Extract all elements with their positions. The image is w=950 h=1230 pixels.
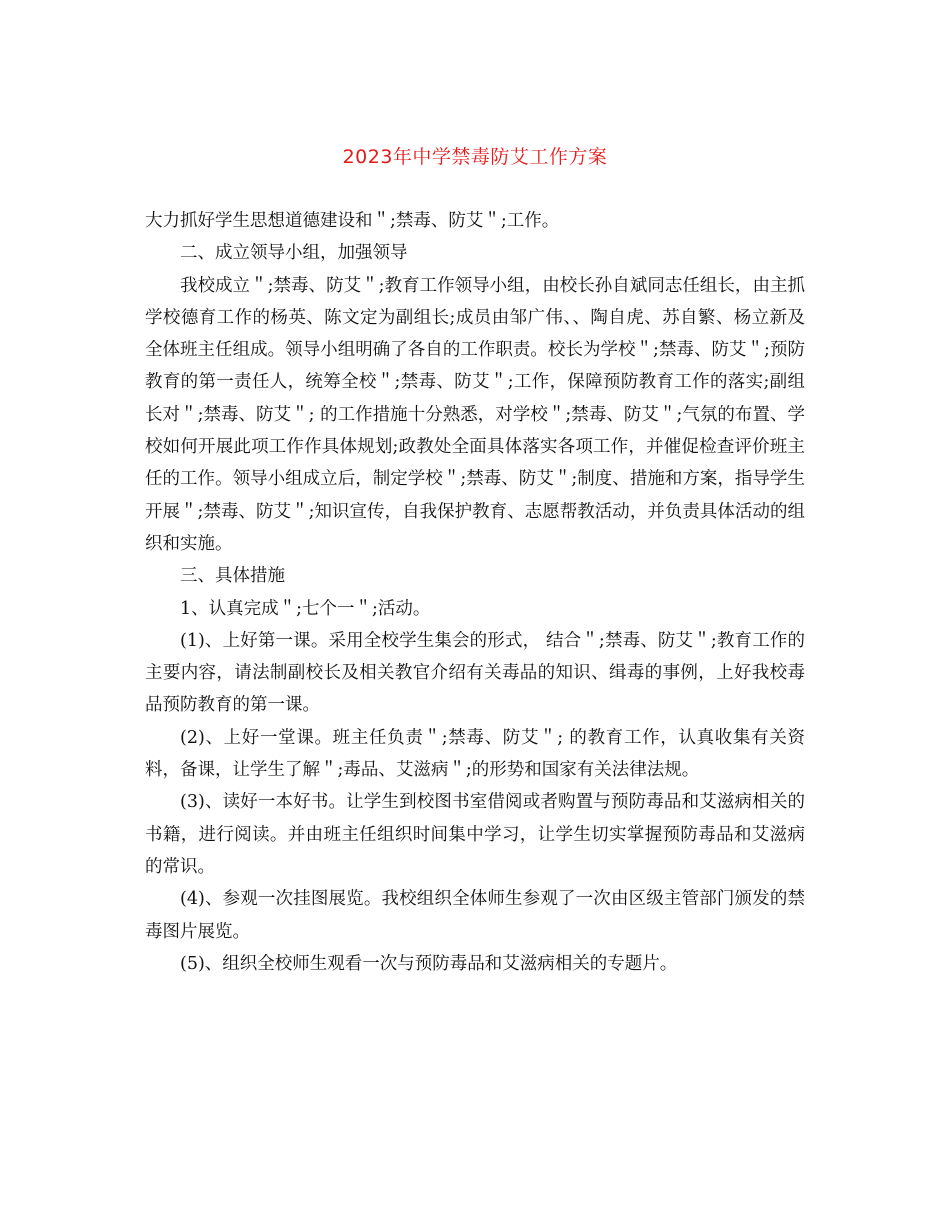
paragraph-item-3: (3)、读好一本好书。让学生到校图书室借阅或者购置与预防毒品和艾滋病相关的书籍，进行阅读。并由班主任组织时间集中学习，让学生切实掌握预防毒品和艾滋病的常识。 [145, 792, 805, 877]
paragraph-leadership-group: 我校成立＂;禁毒、防艾＂;教育工作领导小组，由校长孙自斌同志任组长，由主抓学校德育工作的杨英、陈文定为副组长;成员由邹广伟、、陶自虎、苏自繁、杨立新及全体班主任组成。领导小组明确了各自的工作职责。校长为学校＂;禁毒、防艾＂;预防教育的第一责任人，统筹全校＂;禁毒、防艾＂;工作，保障预防教育工作的落实;副组长对＂;禁毒、防艾＂; 的工作措施十分熟悉，对学校＂;禁毒、防艾＂;气氛的布置、学校如何开展此项工作作具体规划;政教处全面具体落实各项工作，并催促检查评价班主任的工作。领导小组成立后，制定学校＂;禁毒、防艾＂;制度、措施和方案，指导学生开展＂;禁毒、防艾＂;知识宣传，自我保护教育、志愿帮教活动，并负责具体活动的组织和实施。 [145, 275, 805, 554]
document-title: 2023年中学禁毒防艾工作方案 [342, 145, 608, 168]
paragraph-item-1: (1)、上好第一课。采用全校学生集会的形式， 结合＂;禁毒、防艾＂;教育工作的主要内容，请法制副校长及相关教官介绍有关毒品的知识、缉毒的事例，上好我校毒品预防教育的第一课。 [145, 630, 805, 716]
paragraph-intro-continuation: 大力抓好学生思想道德建设和＂;禁毒、防艾＂;工作。 [145, 211, 560, 231]
paragraph-item-4: (4)、参观一次挂图展览。我校组织全体师生参观了一次由区级主管部门颁发的禁毒图片展览。 [145, 889, 805, 942]
document-body [145, 205, 805, 980]
section-heading-measures: 三、具体措施 [180, 566, 285, 587]
section-heading-leadership: 二、成立领导小组，加强领导 [180, 243, 408, 264]
paragraph-seven-activities: 1、认真完成＂;七个一＂;活动。 [180, 598, 431, 619]
paragraph-item-5: (5)、组织全校师生观看一次与预防毒品和艾滋病相关的专题片。 [180, 953, 678, 974]
paragraph-item-2: (2)、上好一堂课。班主任负责＂;禁毒、防艾＂; 的教育工作，认真收集有关资料，备课，让学生了解＂;毒品、艾滋病＂;的形势和国家有关法律法规。 [145, 727, 805, 781]
